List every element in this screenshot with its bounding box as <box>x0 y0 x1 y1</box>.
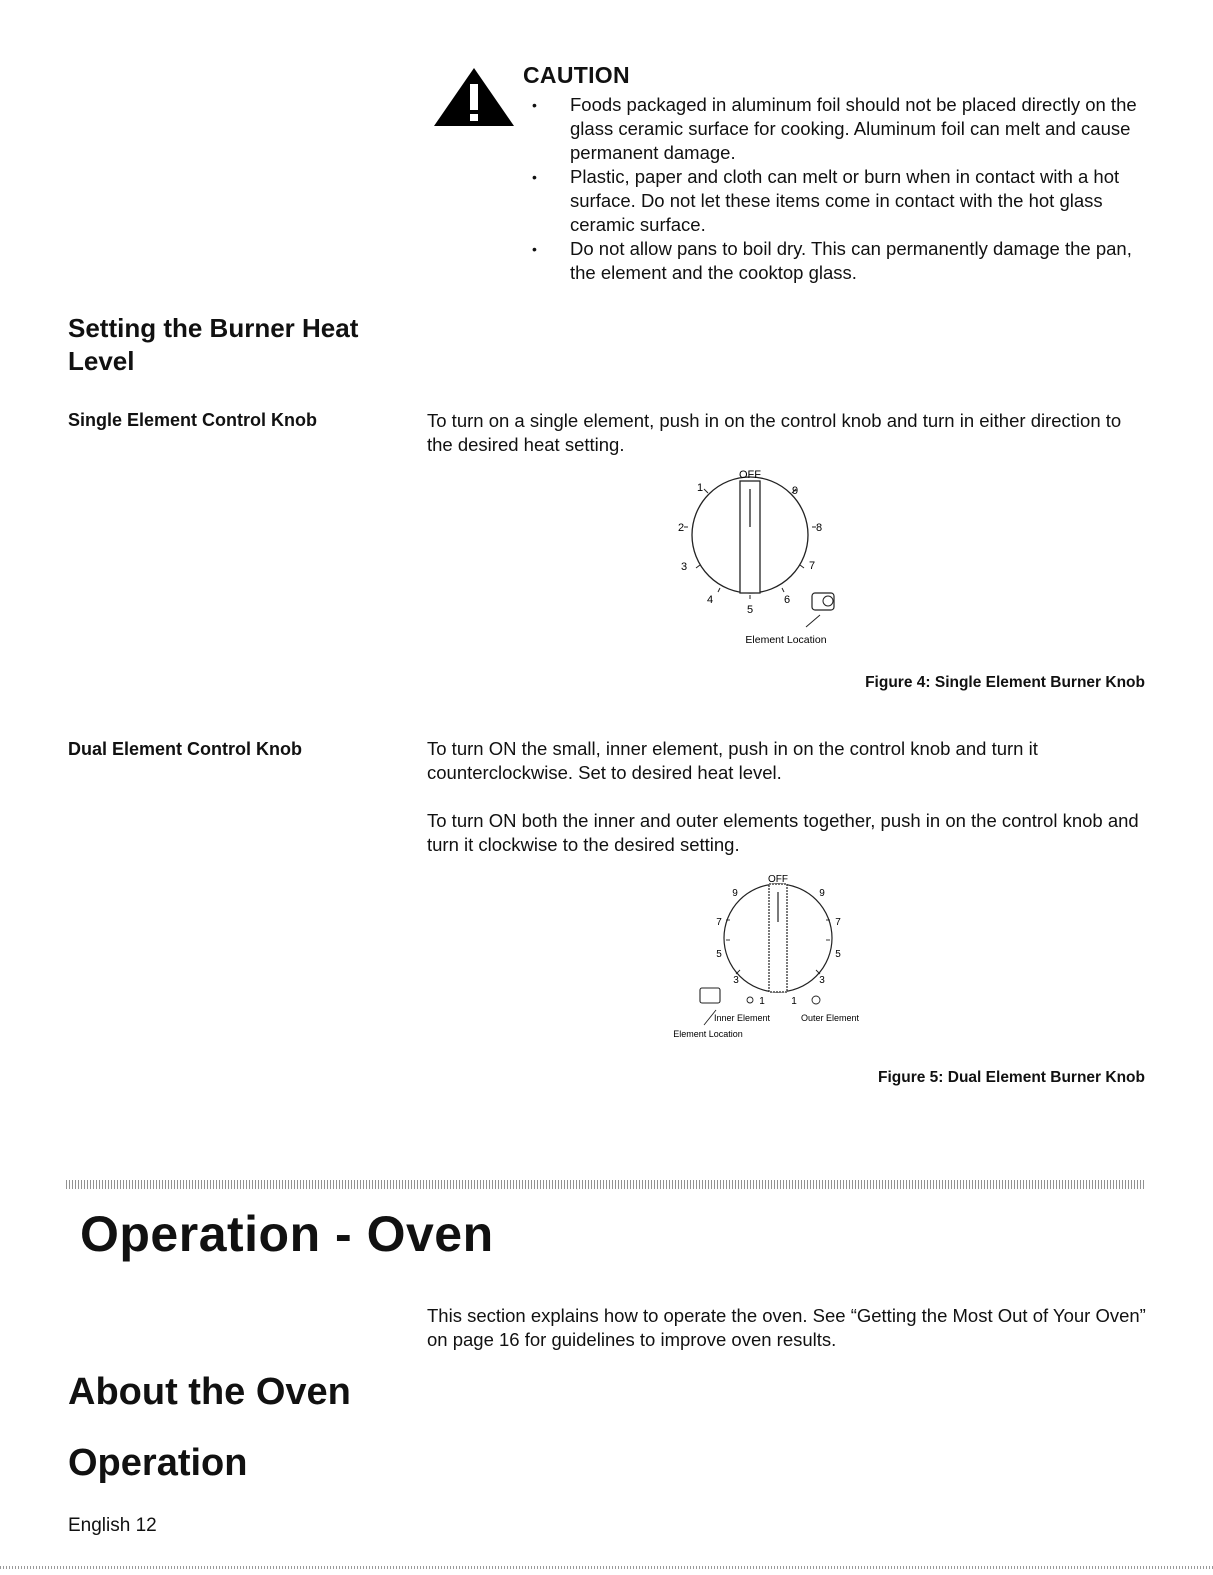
knob-number: 2 <box>677 522 685 534</box>
bottom-divider <box>0 1566 1213 1569</box>
caution-title: CAUTION <box>523 62 630 88</box>
knob-number-left: 5 <box>716 949 722 960</box>
knob-off-label: OFF <box>739 469 761 481</box>
knob-number-right: 5 <box>835 949 841 960</box>
section-heading: Setting the Burner Heat Level <box>68 313 359 376</box>
single-knob-label: Single Element Control Knob <box>68 410 318 430</box>
element-location-label: Element Location <box>673 1029 743 1039</box>
element-location-icon <box>700 988 720 1003</box>
knob-number-left: 3 <box>733 975 739 986</box>
knob-number: 6 <box>783 594 791 606</box>
knob-number-left: 7 <box>716 917 722 928</box>
figure-4-caption: Figure 4: Single Element Burner Knob <box>865 674 1145 691</box>
warning-icon <box>432 66 516 128</box>
caution-list <box>532 93 1147 285</box>
dual-knob-text-2: To turn ON both the inner and outer elements together, push in on the control knob and turn it clockwise to the desired setting. <box>427 810 1139 855</box>
knob-number: 3 <box>680 561 688 573</box>
knob-number-right: 3 <box>819 975 825 986</box>
inner-element-label: Inner Element <box>713 1013 771 1023</box>
dual-knob-label: Dual Element Control Knob <box>68 739 302 759</box>
caution-item: • Plastic, paper and cloth can melt or burn when in contact with a hot surface. Do not let these items come in contact with the hot glass ceramic surface. <box>532 165 1147 237</box>
operation-heading: Operation <box>68 1442 248 1484</box>
knob-number: 8 <box>815 522 823 534</box>
knob-number-left: 1 <box>759 996 765 1007</box>
knob-number: 1 <box>696 482 704 494</box>
knob-off-label: OFF <box>768 874 788 885</box>
oven-intro: This section explains how to operate the oven. See “Getting the Most Out of Your Oven” on page 16 for guidelines to improve oven results. <box>427 1305 1146 1350</box>
caution-item: • Foods packaged in aluminum foil should not be placed directly on the glass ceramic surface for cooking. Aluminum foil can melt and cause permanent damage. <box>532 93 1147 165</box>
knob-number: 7 <box>808 560 816 572</box>
single-knob-diagram <box>670 465 860 650</box>
knob-number-left: 9 <box>732 888 738 899</box>
single-knob-text: To turn on a single element, push in on the control knob and turn in either direction to the desired heat setting. <box>427 410 1122 455</box>
knob-number-right: 1 <box>791 996 797 1007</box>
dual-knob-text-1: To turn ON the small, inner element, push in on the control knob and turn it counterclockwise. Set to desired heat level. <box>427 738 1038 783</box>
knob-number-right: 9 <box>819 888 825 899</box>
figure-5-caption: Figure 5: Dual Element Burner Knob <box>878 1069 1145 1086</box>
knob-number: 9 <box>791 485 799 497</box>
knob-number: 4 <box>706 594 714 606</box>
caution-item: • Do not allow pans to boil dry. This can permanently damage the pan, the element and the cooktop glass. <box>532 237 1147 285</box>
oven-title: Operation - Oven <box>80 1206 494 1262</box>
element-location-label: Element Location <box>745 634 827 646</box>
knob-number-right: 7 <box>835 917 841 928</box>
about-oven-heading: About the Oven <box>68 1371 351 1413</box>
dual-knob-diagram <box>670 870 870 1045</box>
outer-element-label: Outer Element <box>800 1013 860 1023</box>
page-number: English 12 <box>68 1515 157 1536</box>
section-divider <box>66 1180 1146 1189</box>
knob-number: 5 <box>746 604 754 616</box>
